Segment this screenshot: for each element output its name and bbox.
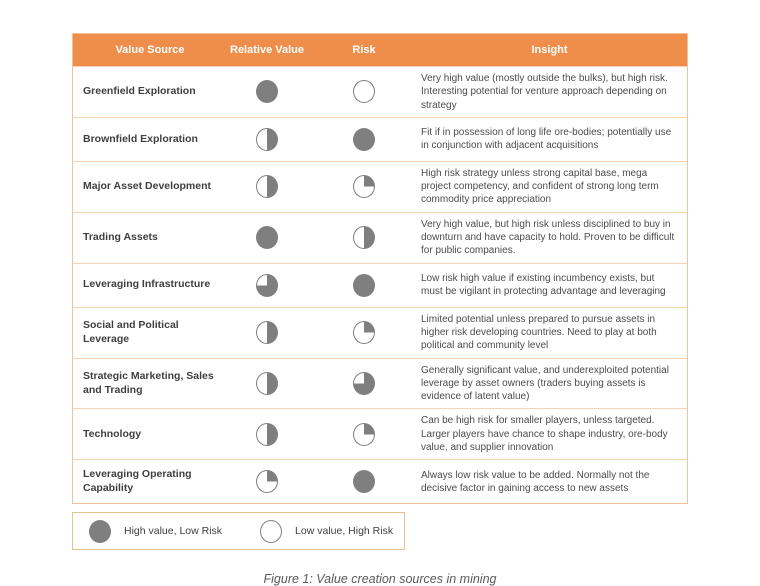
value-source-label: Social and Political Leverage [83,318,179,345]
table-row [73,459,687,503]
table-row [73,307,687,358]
relative-value-harvey-ball-icon [256,274,278,297]
table-row [73,358,687,409]
table-row [73,263,687,307]
risk-cell [313,418,415,451]
legend-high-value-label: High value, Low Risk [124,525,223,538]
relative-value-harvey-ball-icon [256,226,278,249]
table-row [73,212,687,263]
risk-harvey-ball-icon [353,423,375,446]
relative-value-cell [221,75,313,108]
legend-high-value-ball-icon [89,520,111,543]
relative-value-cell [221,170,313,203]
figure-caption: Figure 1: Value creation sources in mining [263,572,497,586]
risk-harvey-ball-icon [353,470,375,493]
risk-harvey-ball-icon [353,372,375,395]
header-relative-value: Relative Value [230,44,304,56]
legend [72,512,405,550]
relative-value-harvey-ball-icon [256,175,278,198]
insight-text: Can be high risk for smaller players, unless targeted. Larger players have chance to shape industry, ore-body value, and supplier innovation [421,415,668,454]
risk-cell [313,367,415,400]
relative-value-cell [221,269,313,302]
value-source-label: Brownfield Exploration [83,132,198,145]
relative-value-cell [221,465,313,498]
risk-harvey-ball-icon [353,80,375,103]
risk-harvey-ball-icon [353,175,375,198]
risk-harvey-ball-icon [353,321,375,344]
insight-text: Very high value, but high risk unless disciplined to buy in downturn and have capacity to hold. Proven to be difficult for public companies. [421,218,675,257]
relative-value-cell [221,367,313,400]
header-value-source: Value Source [115,43,185,56]
risk-cell [313,75,415,108]
risk-harvey-ball-icon [353,128,375,151]
relative-value-harvey-ball-icon [256,372,278,395]
risk-cell [313,316,415,349]
table-row [73,408,687,459]
relative-value-harvey-ball-icon [256,80,278,103]
relative-value-harvey-ball-icon [256,423,278,446]
insight-text: Fit if in possession of long life ore-bodies; potentially use in conjunction with adjacent acquisitions [421,127,672,152]
value-source-label: Greenfield Exploration [83,85,196,98]
insight-text: Limited potential unless prepared to pursue assets in higher risk developing countries. Need to play at both political and community level [421,313,657,352]
relative-value-harvey-ball-icon [256,321,278,344]
insight-text: High risk strategy unless strong capital base, mega project competency, and confident of strong long term commodity price appreciation [421,167,659,206]
relative-value-harvey-ball-icon [256,470,278,493]
risk-cell [313,465,415,498]
table-row [73,66,687,117]
value-source-label: Major Asset Development [83,180,211,193]
table-header-row [73,34,687,66]
table-body [73,66,687,503]
header-risk: Risk [352,44,376,56]
relative-value-harvey-ball-icon [256,128,278,151]
insight-text: Low risk high value if existing incumbency exists, but must be vigilant in protecting advantage and leveraging [421,272,666,298]
insight-text: Always low risk value to be added. Normally not the decisive factor in gaining access to new assets [421,469,650,494]
insight-text: Very high value (mostly outside the bulks), but high risk. Interesting potential for venture approach depending on strategy [421,73,668,111]
relative-value-cell [221,123,313,156]
value-source-label: Technology [83,427,142,440]
legend-low-value-label: Low value, High Risk [295,525,394,538]
header-insight: Insight [531,43,568,56]
value-creation-table [72,33,688,504]
value-source-label: Leveraging Infrastructure [83,278,211,291]
insight-text: Generally significant value, and underexploited potential leverage by asset owners (traders buying assets is evidence of latent value) [421,364,669,403]
value-source-label: Trading Assets [83,230,158,243]
value-source-label: Leveraging Operating Capability [83,468,192,494]
relative-value-cell [221,316,313,349]
relative-value-cell [221,221,313,254]
risk-cell [313,269,415,302]
risk-harvey-ball-icon [353,274,375,297]
risk-harvey-ball-icon [353,226,375,249]
legend-low-value-ball-icon [260,520,282,543]
table-row [73,117,687,161]
risk-cell [313,221,415,254]
relative-value-cell [221,418,313,451]
value-source-label: Strategic Marketing, Sales and Trading [83,369,214,396]
table-row [73,161,687,212]
risk-cell [313,170,415,203]
risk-cell [313,123,415,156]
